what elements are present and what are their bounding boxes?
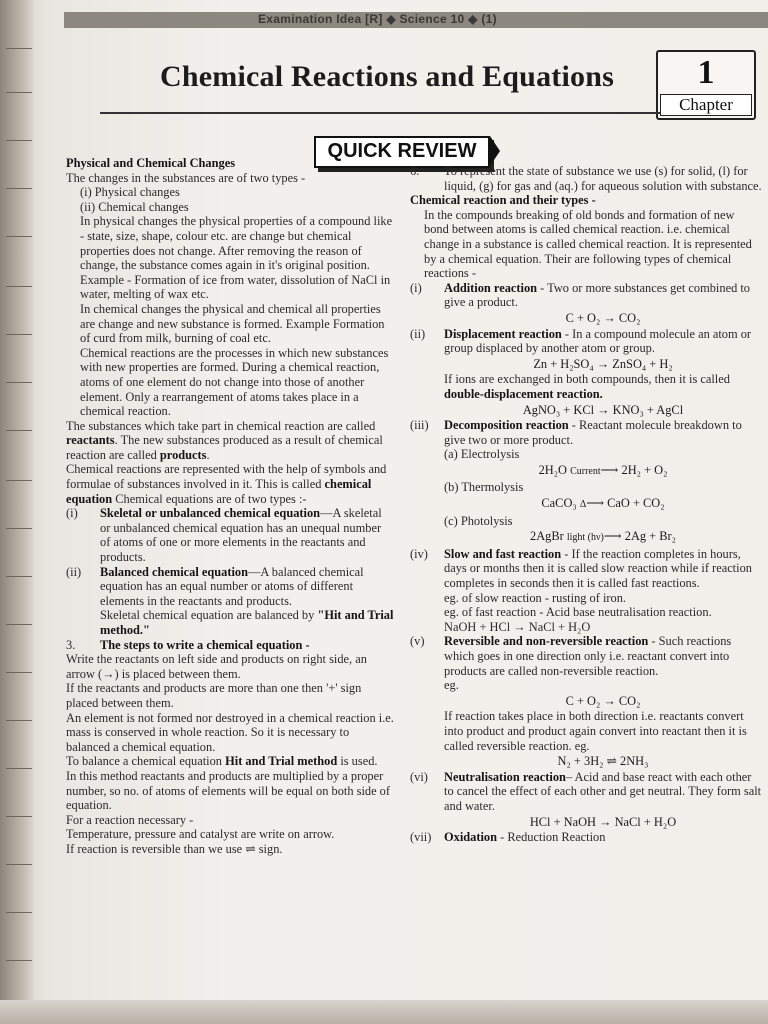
- item-marker: (iv): [410, 546, 428, 561]
- step-text: Temperature, pressure and catalyst are write on arrow.: [66, 827, 335, 842]
- eq-reactant: 2H₂O: [538, 462, 567, 477]
- equation: AgNO₃ + KCl → KNO₃ + AgCl: [522, 402, 684, 417]
- step-text: For a reaction necessary -: [66, 812, 194, 827]
- text-line: The changes in the substances are of two types -: [66, 170, 306, 185]
- list-item: [410, 327, 762, 419]
- list-item: [410, 281, 762, 327]
- item-heading: Skeletal or unbalanced chemical equation: [100, 506, 321, 521]
- text-run: sign.: [255, 841, 283, 856]
- section-heading: Chemical reaction and their types -: [410, 193, 596, 208]
- item-text: Skeletal chemical equation are balanced by: [100, 608, 318, 623]
- equation: [444, 463, 762, 480]
- text-run: The substances which take part in chemical reaction are called: [66, 418, 376, 433]
- list-item: [410, 634, 762, 769]
- term-hit-and-trial: "Hit and Trial method.": [100, 608, 394, 637]
- equation: [444, 496, 762, 513]
- term-products: products: [159, 447, 207, 462]
- item-marker: (vi): [410, 769, 428, 784]
- running-header: Examination Idea [R] ◆ Science 10 ◆ (1): [258, 12, 497, 26]
- item-marker: 3.: [66, 637, 76, 652]
- right-column: [410, 164, 762, 845]
- term-hit-and-trial-method: Hit and Trial method: [225, 754, 338, 769]
- list-item: [410, 418, 762, 547]
- left-column: [66, 156, 394, 857]
- equation: C + O₂ → CO₂: [565, 693, 641, 708]
- step-text: [66, 754, 394, 769]
- item-heading: Slow and fast reaction: [444, 546, 562, 561]
- item-heading: Reversible and non-reversible reaction: [444, 634, 649, 649]
- chapter-title: Chemical Reactions and Equations: [160, 60, 614, 93]
- term-reactants: reactants: [66, 433, 115, 448]
- step-text: [66, 842, 394, 857]
- list-item: [410, 164, 762, 193]
- item-heading: Oxidation: [444, 830, 498, 845]
- item-text: - In a compound molecule an atom or group displaced by another atom or group.: [444, 326, 752, 356]
- eq-reactant: 2AgBr: [530, 529, 564, 544]
- paragraph: In chemical changes the physical and chemical all properties are change and new substance is formed. Example Formation of curd from milk, burning of coal etc.: [80, 301, 385, 346]
- quick-review-pointer: [490, 136, 500, 166]
- chapter-number: 1: [697, 54, 715, 91]
- page-bottom-edge: [0, 1000, 768, 1024]
- item-text: - Reduction Reaction: [497, 830, 606, 845]
- chapter-badge: [656, 50, 756, 120]
- arrow-icon: ⟶: [600, 462, 619, 477]
- item-marker: (i): [410, 280, 422, 295]
- eq-reactant: CaCO₃: [541, 496, 577, 511]
- item-text: - Two or more substances get combined to give a product.: [444, 280, 751, 310]
- arrow-icon: ⟶: [603, 529, 622, 544]
- item-heading: Decomposition reaction: [444, 418, 569, 433]
- eq-product: CaO + CO₂: [607, 496, 665, 511]
- item-text: - Such reactions which goes in one direction only i.e. reactant convert into products are called non-reversible reaction.: [444, 634, 732, 678]
- step-text: If the reactants and products are more than one then '+' sign placed between them.: [66, 681, 362, 710]
- item-heading: Balanced chemical equation: [100, 564, 248, 579]
- arrow-condition: light (hν): [566, 532, 604, 544]
- example-text: eg. of fast reaction - Acid base neutralisation reaction.: [444, 605, 712, 620]
- text-run: . The new substances produced as a result of chemical reaction are called: [66, 433, 383, 462]
- item-text: - If the reaction completes in hours, days or months then it is called slow reaction while if reaction completes in seconds then it is called fast reactions.: [444, 546, 752, 591]
- term-chemical-equation: chemical equation: [66, 477, 372, 506]
- list-item: [66, 638, 394, 653]
- step-text: Write the reactants on left side and products on right side, an arrow (→) is placed between them.: [66, 652, 367, 681]
- section-heading: Physical and Chemical Changes: [66, 156, 236, 170]
- sub-item: (b) Thermolysis: [444, 480, 524, 495]
- example-text: eg.: [444, 678, 459, 693]
- list-item: [66, 565, 394, 638]
- paragraph: [66, 419, 394, 463]
- item-text: —A skeletal or unbalanced chemical equation has an unequal number of atoms of one or more elements in the reactants and products.: [100, 506, 382, 565]
- chapter-label: Chapter: [660, 94, 752, 116]
- item-text: - Reactant molecule breakdown to give two or more product.: [444, 418, 742, 447]
- arrow-condition: Δ: [579, 499, 587, 511]
- item-text: To represent the state of substance we use (s) for solid, (l) for liquid, (g) for gas and (aq.) for aqueous solution with substance.: [444, 164, 762, 193]
- equation: NaOH + HCl → NaCl + H₂O: [444, 619, 591, 634]
- equation: Zn + H₂SO₄ → ZnSO₄ + H₂: [533, 356, 673, 371]
- example-text: eg. of slow reaction - rusting of iron.: [444, 590, 627, 605]
- item-marker: (ii): [66, 564, 82, 579]
- list-item: [410, 830, 762, 845]
- reversible-arrow-icon: ⇌: [245, 841, 256, 856]
- paragraph: Chemical reactions are the processes in which new substances with new properties are formed. During a chemical reaction, atoms of one element do not change into those of another element. Only a rearrangement of atoms takes place in a chemical reaction.: [80, 345, 389, 419]
- item-text: —A balanced chemical equation has an equal number or atoms of different elements in the reactants and products.: [100, 564, 364, 608]
- text-run: Chemical reactions are represented with the help of symbols and formulae of substances involved in it. This is called: [66, 462, 387, 492]
- eq-product: 2H₂ + O₂: [621, 462, 668, 477]
- text-run: If reaction is reversible than we use: [66, 841, 246, 856]
- list-item: [410, 770, 762, 830]
- sub-item: (a) Electrolysis: [444, 447, 520, 462]
- item-marker: (iii): [410, 418, 429, 433]
- text-run: To balance a chemical equation: [66, 754, 226, 769]
- item-heading: Addition reaction: [444, 280, 538, 295]
- step-text: An element is not formed nor destroyed in a chemical reaction i.e. mass is conserved in whole reaction. So it is necessary to balanced a chemical equation.: [66, 710, 394, 754]
- item-marker: 6.: [410, 164, 420, 178]
- item-heading: Neutralisation reaction: [444, 769, 566, 784]
- item-marker: (vii): [410, 830, 432, 845]
- paragraph: [66, 462, 394, 506]
- paragraph: In physical changes the physical properties of a compound like - state, size, shape, colour etc. are change but chemical properties does not change. After removing the reason of change, the substance comes again in it's original position. Example - Formation of ice from water, dissolution of NaCl in water, melting of wax etc.: [80, 214, 393, 302]
- equation: N₂ + 3H₂ ⇌ 2NH₃: [557, 754, 649, 769]
- arrow-icon: ⟶: [586, 496, 605, 511]
- list-item: (ii) Chemical changes: [80, 199, 189, 214]
- step-text: In this method reactants and products are multiplied by a proper number, so no. of atoms of elements will be equal on both side of equation.: [66, 768, 391, 813]
- list-item: (i) Physical changes: [80, 185, 180, 200]
- item-text: If reaction takes place in both direction i.e. reactants convert into product and product again convert into reactant then it is called reversible reaction. eg.: [444, 709, 747, 753]
- sub-item: (c) Photolysis: [444, 513, 513, 528]
- item-heading: The steps to write a chemical equation -: [100, 637, 310, 652]
- arrow-condition: Current: [570, 465, 601, 477]
- item-marker: (i): [66, 506, 78, 521]
- text-run: Chemical equations are of two types :-: [112, 491, 307, 506]
- text-run: is used.: [337, 754, 378, 769]
- term-double-displacement: double-displacement reaction.: [444, 386, 603, 401]
- item-marker: (ii): [410, 326, 426, 341]
- list-item: [66, 506, 394, 564]
- text-run: .: [206, 447, 210, 462]
- title-rule: [100, 112, 660, 114]
- equation: [444, 529, 762, 546]
- eq-product: 2Ag + Br₂: [624, 529, 676, 544]
- item-marker: (v): [410, 634, 425, 649]
- item-heading: Displacement reaction: [444, 326, 562, 341]
- equation: C + O₂ → CO₂: [565, 310, 641, 325]
- item-text: If ions are exchanged in both compounds, then it is called: [444, 372, 730, 387]
- page-binding: [0, 0, 34, 1024]
- equation: HCl + NaOH → NaCl + H₂O: [529, 814, 677, 829]
- list-item: [410, 547, 762, 635]
- item-text: – Acid and base react with each other to cancel the effect of each other and get neutral. They form salt and water.: [444, 769, 762, 813]
- paragraph: In the compounds breaking of old bonds and formation of new bond between atoms is called chemical reaction. i.e. chemical change in a substance is called chemical reaction. It is represented by a chemical equation. Their are following types of chemical reactions -: [424, 207, 752, 281]
- quick-review-label: QUICK REVIEW: [327, 140, 477, 162]
